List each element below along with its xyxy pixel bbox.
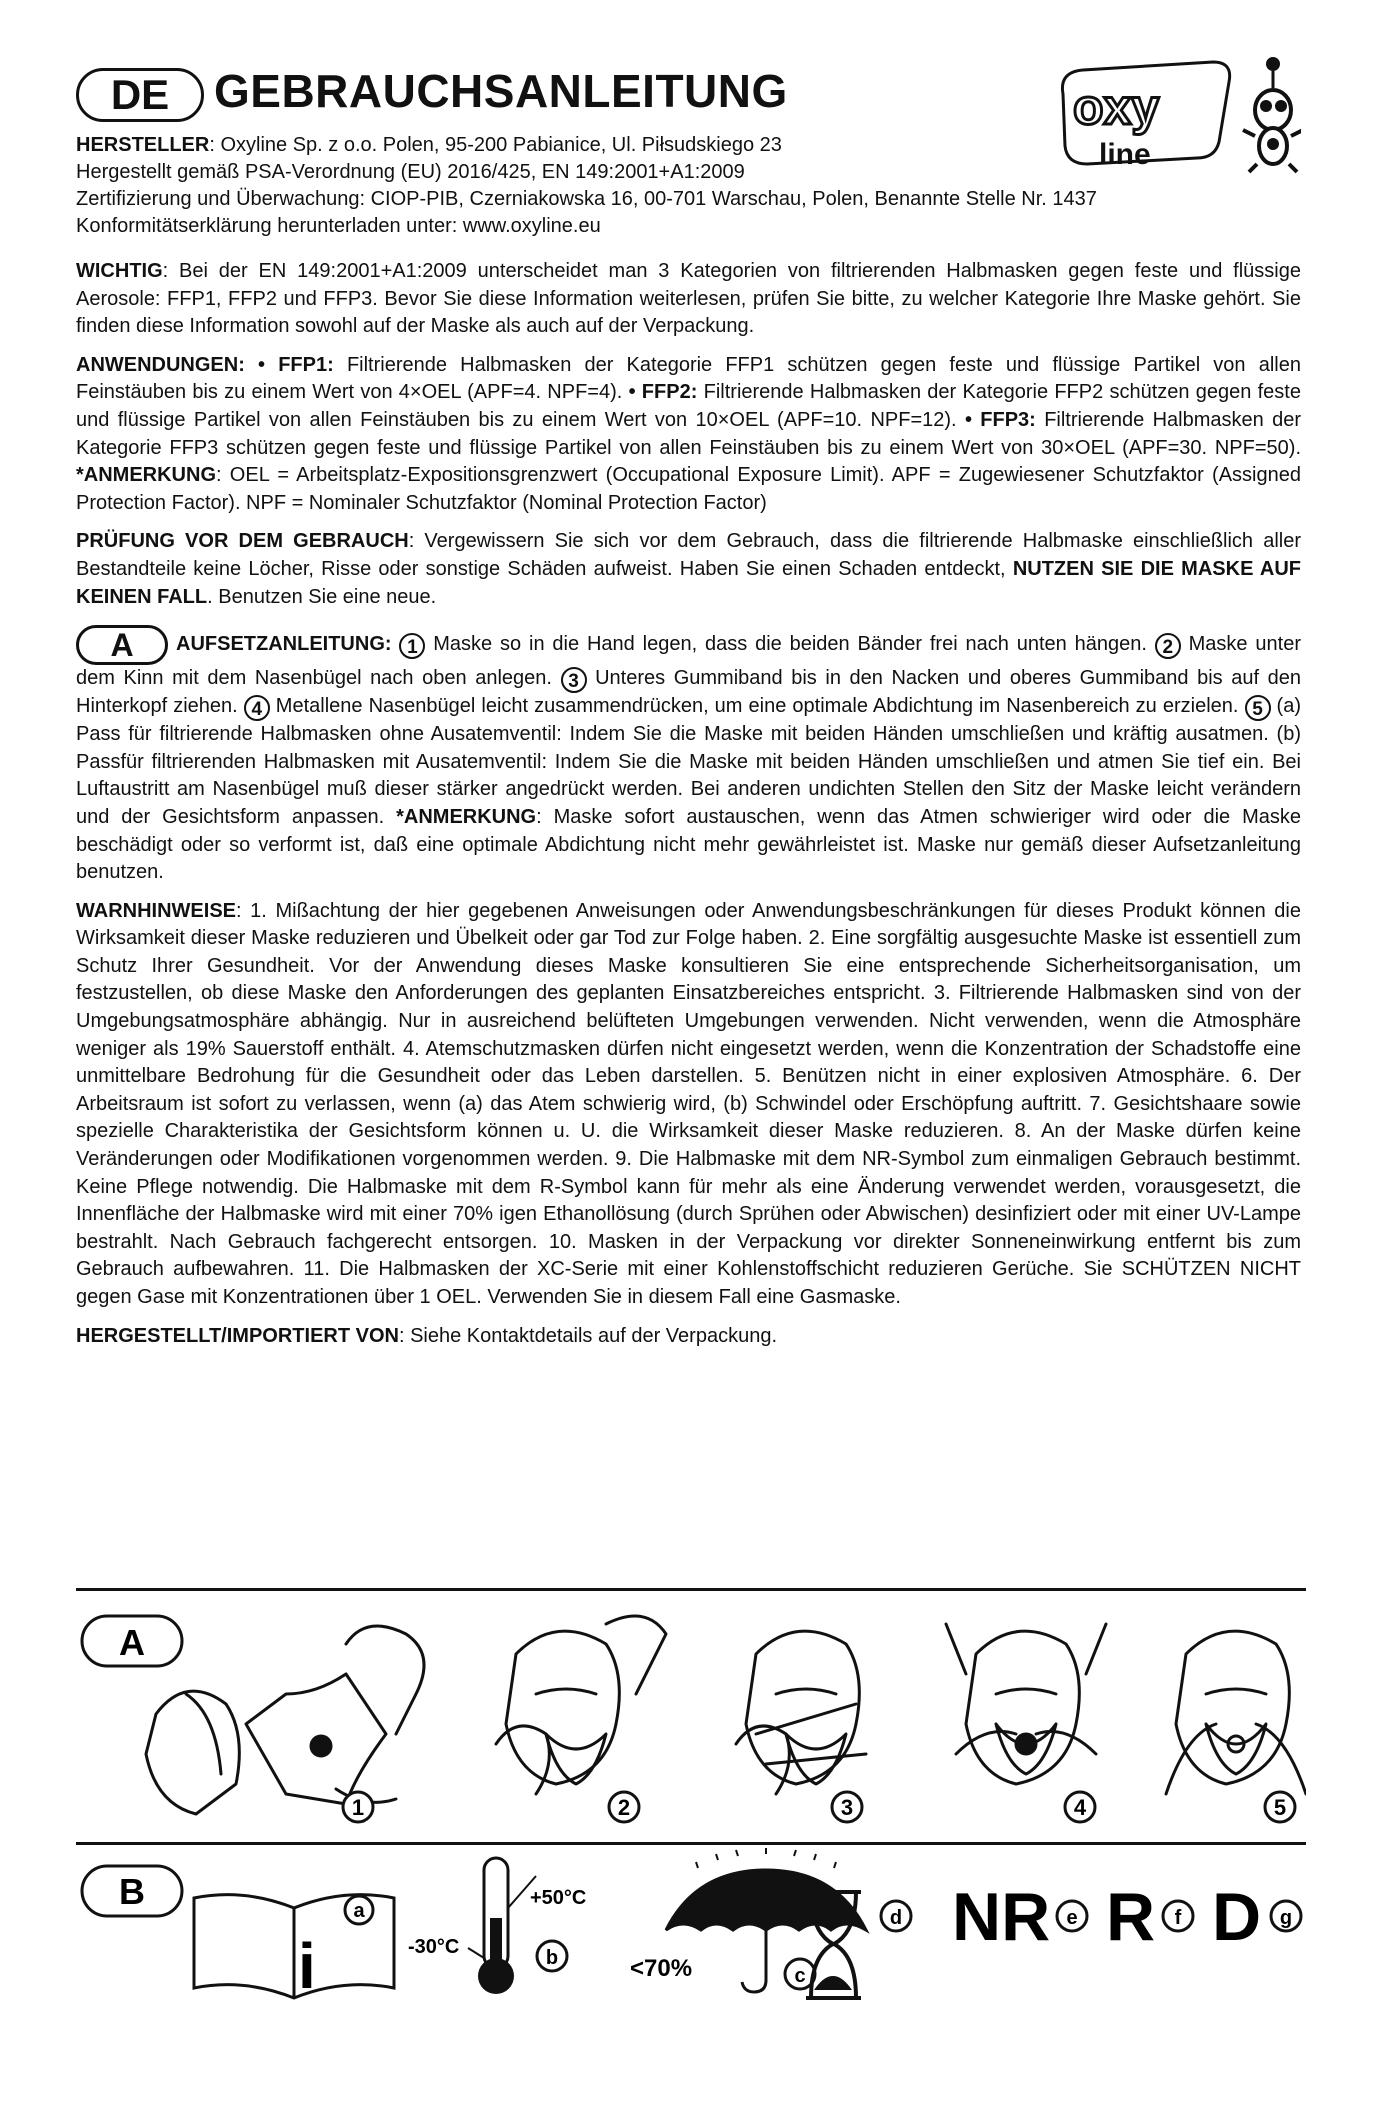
logo-wordmark-line: line [1099, 138, 1151, 171]
regulation-line: Hergestellt gemäß PSA-Verordnung (EU) 2016/425, EN 149:2001+A1:2009 [76, 161, 745, 183]
divider-bottom [76, 1842, 1306, 1845]
mascot-icon [1243, 57, 1301, 172]
hergestellt-label: HERGESTELLT/IMPORTIERT VON [76, 1324, 399, 1347]
d-symbol: D [1212, 1879, 1262, 1955]
symbol-legend [76, 1848, 1306, 2008]
pruefung-warning: NUTZEN SIE DIE MASKE AUF KEINEN FALL [76, 557, 1302, 608]
letter-b: b [545, 1947, 559, 1969]
hergestellt-paragraph [76, 1323, 1301, 1351]
humidity-value: <70% [630, 1955, 693, 1982]
wichtig-text: : Bei der EN 149:2001+A1:2009 unterscheidet man 3 Kategorien von filtrierenden Halbmasken gegen feste und flüssige Aerosole: FFP1, FFP2 und FFP3. Bevor Sie diese Information weiterlesen, prüfen Sie bitte, zu welcher Kategorie Ihre Maske gehört. Sie finden diese Information sowohl auf der Maske als auch auf der Verpackung. [76, 260, 1301, 338]
step-5-number: 5 [1245, 695, 1271, 721]
warnhinweise-paragraph [76, 898, 1301, 1312]
step-2-text: Maske unter dem Kinn mit dem Nasenbügel nach oben anlegen. [76, 633, 1301, 690]
step-1-text: Maske so in die Hand legen, dass die beiden Bänder frei nach unten hängen. [425, 633, 1155, 656]
step-3-illustration [736, 1631, 866, 1794]
info-glyph: i [298, 1930, 316, 2002]
step-5-text: (a) Pass für filtrierende Halbmasken ohne Ausatemventil: Indem Sie die Maske mit beiden Händen umschließen und kräftig ausatmen. (b) Passfür filtrierenden Halbmasken mit Ausatemventil: Indem Sie die Maske mit beiden Händen umschließen und atmen Sie tief ein. Bei Luftaustritt am Nasenbügel muß dieser stärker angedrückt werden. Bei anderen undichten Stellen den Sitz der Maske leicht verändern und der Gesichtsform anpassen. [76, 695, 1301, 828]
wichtig-label: WICHTIG [76, 260, 163, 282]
conformity-line: Konformitätserklärung herunterladen unter: www.oxyline.eu [76, 215, 601, 237]
ffp3-text: Filtrierende Halbmasken der Kategorie FFP3 schützen gegen feste und flüssige Partikel von allen Feinstäuben bis zu einem Wert von 30×OEL (APF=30. NPF=50). [76, 408, 1301, 459]
aufsetz-note-text: : Maske sofort austauschen, wenn das Atmen schwieriger wird oder die Maske beschädigt oder so verformt ist, daß eine optimale Abdichtung nicht mehr gewährleistet ist. Maske nur gemäß dieser Aufsetzanleitung benutzen. [76, 805, 1301, 884]
temp-max: +50°C [530, 1887, 587, 1909]
step-2-illustration [496, 1616, 666, 1794]
r-symbol: R [1106, 1879, 1156, 1955]
step-5-illustration [1166, 1631, 1306, 1794]
warnhinweise-label: WARNHINWEISE [76, 899, 236, 922]
fitting-illustrations [76, 1594, 1306, 1840]
umbrella-icon [666, 1848, 866, 1992]
page-title: GEBRAUCHSANLEITUNG [214, 65, 788, 117]
aufsetz-badge: A [76, 625, 168, 665]
step-2-number: 2 [1155, 633, 1181, 659]
pruefung-label: PRÜFUNG VOR DEM GEBRAUCH [76, 530, 409, 553]
figure-step-5: 5 [1273, 1795, 1287, 1820]
anwendungen-paragraph [76, 352, 1301, 518]
certification-line: Zertifizierung und Überwachung: CIOP-PIB, Czerniakowska 16, 00-701 Warschau, Polen, Benannte Stelle Nr. 1437 [76, 188, 1097, 210]
step-4-illustration [946, 1624, 1106, 1784]
oxyline-logo [1051, 46, 1301, 176]
figure-step-1: 1 [351, 1795, 365, 1820]
step-3-text: Unteres Gummiband bis in den Nacken und oberes Gummiband bis auf den Hinterkopf ziehen. [76, 667, 1301, 718]
step-1-illustration [146, 1626, 424, 1814]
hersteller-label: HERSTELLER [76, 134, 210, 156]
ffp3-label: • FFP3: [964, 408, 1036, 431]
step-3-number: 3 [561, 667, 587, 693]
nr-symbol: NR [952, 1879, 1051, 1955]
figure-step-4: 4 [1073, 1795, 1087, 1820]
logo-wordmark-oxy: oxy [1073, 79, 1160, 135]
pruefung-tail: . Benutzen Sie eine neue. [207, 585, 437, 608]
instruction-sheet [76, 60, 1301, 1350]
letter-f: f [1174, 1907, 1182, 1929]
svg-text:A: A [119, 1622, 145, 1663]
ffp1-label: : • FFP1: [238, 353, 334, 376]
anmerkung-text: : OEL = Arbeitsplatz-Expositionsgrenzwert (Occupational Exposure Limit). APF = Zugewiesener Schutzfaktor (Assigned Protection Factor). NPF = Nominaler Schutzfaktor (Nominal Protection Factor) [76, 464, 1301, 514]
letter-g: g [1279, 1907, 1293, 1929]
pruefung-text: : Vergewissern Sie sich vor dem Gebrauch, dass die filtrierende Halbmaske einschließlich aller Bestandteile keine Löcher, Risse oder sonstige Schäden aufweist. Haben Sie einen Schaden entdeckt, [76, 530, 1301, 580]
ffp2-text: Filtrierende Halbmasken der Kategorie FFP2 schützen gegen feste und flüssige Partikel von allen Feinstäuben bis zu einem Wert von 10×OEL (APF=10. NPF=12). [76, 381, 1301, 431]
aufsetz-label: AUFSETZANLEITUNG [176, 633, 385, 656]
hergestellt-text: : Siehe Kontaktdetails auf der Verpackung. [398, 1324, 777, 1347]
figure-step-2: 2 [617, 1795, 631, 1820]
warnhinweise-text: : 1. Mißachtung der hier gegebenen Anweisungen oder Anwendungsbeschränkungen für dieses Produkt können die Wirksamkeit dieser Maske reduzieren und Übelkeit oder gar Tod zur Folge haben. 2. Eine sorgfältig ausgesuchte Maske ist essentiell zum Schutz Ihrer Gesundheit. Vor der Anwendung dieses Maske konsultieren Sie eine entsprechende Sicherheitsorganisation, um festzustellen, ob diese Maske den Anforderungen des geplanten Einsatzbereiches entspricht. 3. Filtrierende Halbmasken sind von der Umgebungsatmosphäre abhängig. Nur in ausreichend belüfteten Umgebungen verwenden. Nicht verwenden, wenn die Atmosphäre weniger als 19% Sauerstoff enthält. 4. Atemschutzmasken dürfen nicht eingesetzt werden, wenn die Konzentration der Schadstoffe eine unmittelbare Bedrohung für die Gesundheit oder das Leben darstellen. 5. Benützen nicht in einer explosiven Atmosphäre. 6. Der Arbeitsraum ist sofort zu verlassen, wenn (a) das Atem schwierig wird, (b) Schwindel oder Erschöpfung auftritt. 7. Gesichtshaare sowie spezielle Charakteristika der Gesichtsform können u. U. die Wirksamkeit dieser Maske reduzieren. 8. An der Maske dürfen keine Veränderungen oder Modifikationen vorgenommen werden. 9. Die Halbmaske mit dem NR-Symbol zum einmaligen Gebrauch bestimmt. Keine Pflege notwendig. Die Halbmaske mit dem R-Symbol kann für mehr als eine Änderung verwendet werden, vorausgesetzt, die Innenfläche der Halbmaske wird mit einer 70% igen Ethanollösung (durch Sprühen oder Abwischen) desinfiziert oder mit einer UV-Lampe bestrahlt. Nach Gebrauch fachgerecht entsorgen. 10. Masken in der Verpackung vor direkter Sonneneinwirkung entfernt bis zum Gebrauch aufbewahren. 11. Die Halbmasken der XC-Serie mit einer Kohlenstoffschicht reduzieren Gerüche. Sie SCHÜTZEN NICHT gegen Gase mit Konzentrationen über 1 OEL. Verwenden Sie in diesem Fall eine Gasmaske. [76, 899, 1301, 1308]
language-badge: DE [76, 68, 204, 122]
aufsetz-note-label: *ANMERKUNG [396, 805, 537, 828]
figure-b-badge [82, 1866, 182, 1916]
divider-top [76, 1588, 1306, 1591]
temp-min: -30°C [408, 1936, 460, 1958]
letter-e: e [1066, 1907, 1078, 1929]
letter-a: a [353, 1900, 365, 1922]
step-4-number: 4 [244, 695, 270, 721]
figure-a-badge [82, 1616, 182, 1666]
ffp1-text: Filtrierende Halbmasken der Kategorie FFP1 schützen gegen feste und flüssige Partikel von allen Feinstäuben bis zu einem Wert von 4×OEL (APF=4. NPF=4). [76, 353, 1301, 404]
letter-d: d [889, 1907, 903, 1929]
step-numbers [343, 1792, 1295, 1822]
figure-step-3: 3 [840, 1795, 854, 1820]
svg-text:B: B [119, 1871, 145, 1912]
anwendungen-label: ANWENDUNGEN [76, 353, 239, 376]
wichtig-paragraph [76, 258, 1301, 341]
aufsetz-paragraph: A AUFSETZANLEITUNG: 1 Maske so in die Hand legen, dass die beiden Bänder frei nach unten hängen. 2 Maske unter dem Kinn mit dem Nasenbügel nach oben anlegen. 3 Unteres Gummiband bis in den Nacken und oberes Gummiband bis auf den Hinterkopf ziehen. 4 Metallene Nasenbügel leicht zusammendrücken, um eine optimale Abdichtung im Nasenbereich zu erzielen. 5 (a) Pass für filtrierende Halbmasken ohne Ausatemventil: Indem Sie die Maske mit beiden Händen umschließen und kräftig ausatmen. (b) Passfür filtrierenden Halbmasken mit Ausatemventil: Indem Sie die Maske mit beiden Händen umschließen und atmen Sie tief ein. Bei Luftaustritt am Nasenbügel muß dieser stärker angedrückt werden. Bei anderen undichten Stellen den Sitz der Maske leicht verändern und der Gesichtsform anpassen. *ANMERKUNG: Maske sofort austauschen, wenn das Atmen schwieriger wird oder die Maske beschädigt oder so verformt ist, daß eine optimale Abdichtung nicht mehr gewährleistet ist. Maske nur gemäß dieser Aufsetzanleitung benutzen. [76, 627, 1301, 884]
step-4-text: Metallene Nasenbügel leicht zusammendrücken, um eine optimale Abdichtung im Nasenbereich zu erzielen. [269, 695, 1245, 718]
step-1-number: 1 [399, 633, 425, 659]
hersteller-text: : Oxyline Sp. z o.o. Polen, 95-200 Pabianice, Ul. Piłsudskiego 23 [209, 134, 782, 156]
pruefung-paragraph [76, 528, 1301, 611]
anmerkung-label: *ANMERKUNG [76, 464, 216, 487]
thermometer-icon [468, 1858, 536, 1994]
letter-c: c [794, 1965, 806, 1987]
ffp2-label: • FFP2: [628, 381, 698, 404]
